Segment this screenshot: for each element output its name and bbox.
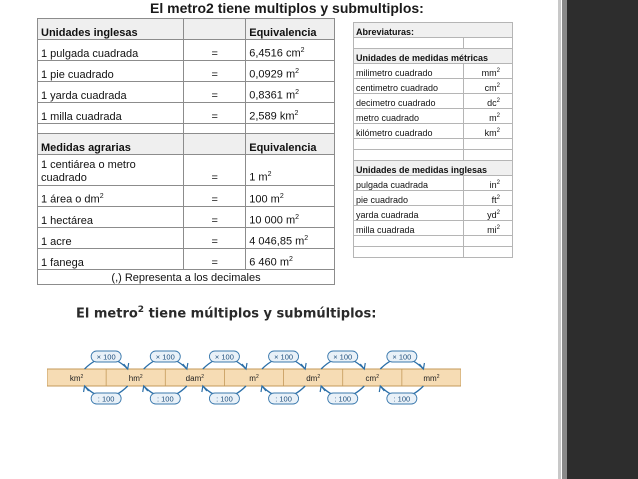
multiply-label: × 100 [392, 352, 412, 362]
equals-sign: = [184, 186, 246, 207]
conversion-scale-diagram [47, 345, 461, 410]
unit-name: metro cuadrado [354, 109, 464, 124]
divide-label: : 100 [216, 394, 233, 404]
multiply-label: × 100 [214, 352, 234, 362]
unit-abbr: $cm^2$ [464, 79, 513, 94]
unit-name: 1 acre [38, 228, 184, 249]
metric-row [354, 79, 513, 94]
multiply-label: × 100 [274, 352, 294, 362]
spacer-row [38, 124, 335, 134]
unit-name: 1 fanega [38, 249, 184, 270]
english-abbr-row [354, 221, 513, 236]
unit-name: milimetro cuadrado [354, 64, 464, 79]
divide-label: : 100 [393, 394, 411, 404]
unit-label: dam$^2$ [185, 374, 205, 383]
unit-abbr: $mi^2$ [464, 221, 513, 236]
equals-sign: = [184, 40, 246, 61]
unit-label: $m^2$ [249, 374, 259, 383]
divide-label: : 100 [156, 394, 174, 404]
english-abbr-header-row [354, 161, 513, 176]
unit-name: kilómetro cuadrado [354, 124, 464, 139]
multiply-label: × 100 [333, 352, 353, 362]
english-row [38, 103, 335, 124]
unit-abbr: $mm^2$ [464, 64, 513, 79]
metric-header-row [354, 49, 513, 64]
metric-row [354, 124, 513, 139]
english-header-eq [184, 19, 246, 40]
spacer-row [354, 139, 513, 150]
equals-sign: = [184, 228, 246, 249]
abbreviations-table [353, 22, 513, 258]
unit-value: 2,589 $km^2$ [246, 103, 335, 124]
spacer-row [354, 38, 513, 49]
english-abbr-header: Unidades de medidas inglesas [354, 161, 513, 176]
unit-name: centimetro cuadrado [354, 79, 464, 94]
unit-abbr: $ft^2$ [464, 191, 513, 206]
multiply-label: × 100 [155, 352, 175, 362]
agrarian-row [38, 186, 335, 207]
slide-title: El metro2 tiene multiplos y submultiplos: [150, 0, 424, 16]
unit-abbr: $dc^2$ [464, 94, 513, 109]
equals-sign: = [184, 207, 246, 228]
unit-value: 4 046,85 $m^2$ [246, 228, 335, 249]
english-abbr-row [354, 176, 513, 191]
section-subtitle: El metro$^2$ tiene múltiplos y submúltiplos: [76, 305, 377, 322]
unit-label: $mm^2$ [423, 374, 440, 383]
spacer-row [354, 150, 513, 161]
divide-label: : 100 [334, 394, 352, 404]
english-row [38, 40, 335, 61]
unit-value: 6,4516 $cm^2$ [246, 40, 335, 61]
sidebar-accent-light [558, 0, 561, 479]
divide-label: : 100 [275, 394, 292, 404]
unit-name: pulgada cuadrada [354, 176, 464, 191]
unit-name: 1 milla cuadrada [38, 103, 184, 124]
unit-name: milla cuadrada [354, 221, 464, 236]
unit-label: $dm^2$ [306, 374, 321, 383]
divide-label: : 100 [97, 394, 115, 404]
decimal-footnote: (,) Representa a los decimales [38, 270, 335, 285]
unit-abbr: $yd^2$ [464, 206, 513, 221]
sidebar-panel [567, 0, 638, 479]
english-row [38, 82, 335, 103]
equals-sign: = [184, 82, 246, 103]
metric-row [354, 94, 513, 109]
unit-abbr: $in^2$ [464, 176, 513, 191]
abbrev-title-row [354, 23, 513, 38]
equals-sign: = [184, 61, 246, 82]
unit-name: yarda cuadrada [354, 206, 464, 221]
unit-abbr: $m^2$ [464, 109, 513, 124]
english-header-row [38, 19, 335, 40]
equals-sign: = [184, 249, 246, 270]
agrarian-row [38, 207, 335, 228]
footnote-row [38, 270, 335, 285]
unit-value: 100 $m^2$ [246, 186, 335, 207]
unit-value: 0,8361 $m^2$ [246, 82, 335, 103]
english-row [38, 61, 335, 82]
english-abbr-row [354, 206, 513, 221]
unit-abbr: $km^2$ [464, 124, 513, 139]
agrarian-header-row [38, 134, 335, 155]
metric-row [354, 109, 513, 124]
agrarian-row [38, 249, 335, 270]
unit-name: 1 yarda cuadrada [38, 82, 184, 103]
english-header-name: Unidades inglesas [38, 19, 184, 40]
units-equivalence-table [37, 18, 335, 285]
spacer-row [354, 247, 513, 258]
abbrev-title: Abreviaturas: [354, 23, 513, 38]
equals-sign: = [184, 155, 246, 186]
unit-value: 1 $m^2$ [246, 155, 335, 186]
spacer-row [354, 236, 513, 247]
unit-name: 1 hectárea [38, 207, 184, 228]
english-abbr-row [354, 191, 513, 206]
unit-name: 1 pulgada cuadrada [38, 40, 184, 61]
agrarian-row [38, 228, 335, 249]
agrarian-row [38, 155, 335, 186]
unit-value: 10 000 $m^2$ [246, 207, 335, 228]
equals-sign: = [184, 103, 246, 124]
agrarian-header-eq [184, 134, 246, 155]
agrarian-header-equivalence: Equivalencia [246, 134, 335, 155]
unit-name: 1 centiárea o metro cuadrado [38, 155, 184, 186]
unit-name: decimetro cuadrado [354, 94, 464, 109]
unit-value: 0,0929 $m^2$ [246, 61, 335, 82]
metric-header: Unidades de medidas métricas [354, 49, 513, 64]
unit-value: 6 460 $m^2$ [246, 249, 335, 270]
metric-row [354, 64, 513, 79]
unit-name: pie cuadrado [354, 191, 464, 206]
unit-label: $km^2$ [69, 374, 84, 383]
unit-name: 1 área o $dm^2$ [38, 186, 184, 207]
english-header-equivalence: Equivalencia [246, 19, 335, 40]
agrarian-header-name: Medidas agrarias [38, 134, 184, 155]
unit-label: $hm^2$ [128, 374, 143, 383]
multiply-label: × 100 [96, 352, 116, 362]
unit-name: 1 pie cuadrado [38, 61, 184, 82]
unit-label: $cm^2$ [365, 374, 380, 383]
